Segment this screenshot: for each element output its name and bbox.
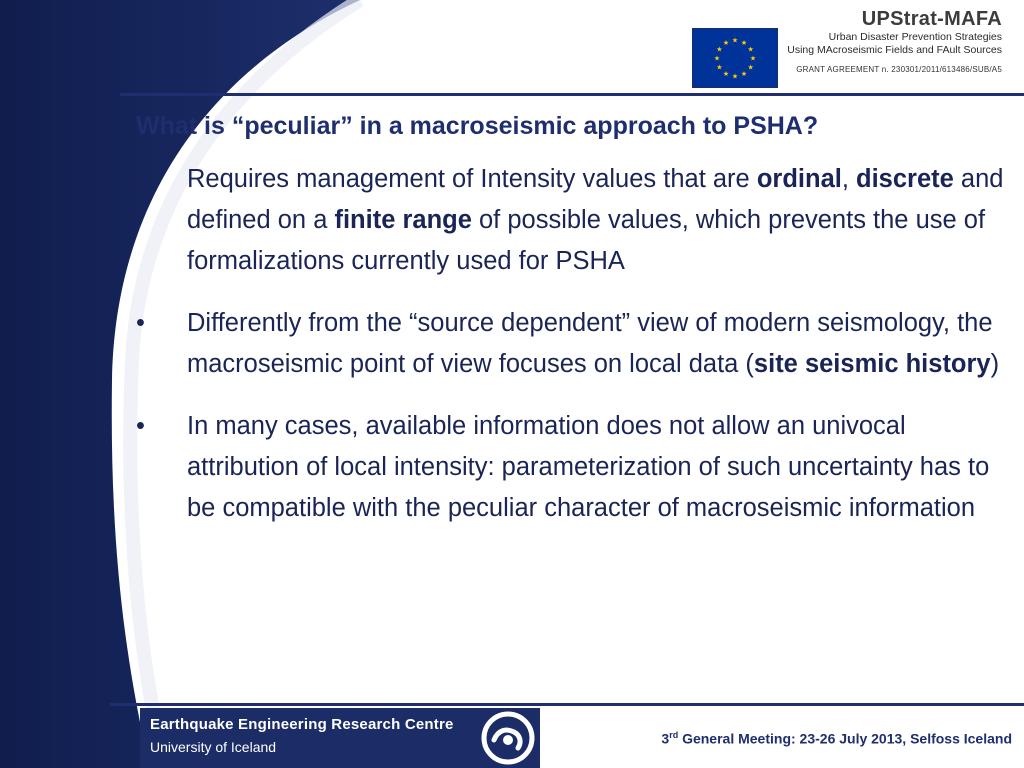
bullet-text: and defined on a — [187, 165, 1004, 234]
bullet-emphasis: site seismic history — [753, 350, 991, 378]
eu-star-icon: ★ — [731, 37, 739, 45]
eu-flag-icon — [692, 28, 778, 88]
footer-divider — [110, 703, 1024, 706]
brand-title: UPStrat-MAFA — [861, 8, 1002, 30]
brand-subtitle-1: Urban Disaster Prevention Strategies — [828, 31, 1002, 43]
eu-star-icon: ★ — [740, 39, 748, 47]
bullet-dot-icon: • — [136, 165, 145, 193]
project-logo — [690, 6, 1010, 90]
eu-star-icon: ★ — [731, 73, 739, 81]
bullet-dot-icon: • — [136, 309, 145, 337]
institution-name: Earthquake Engineering Research Centre — [150, 716, 454, 733]
bullet-text: , — [841, 165, 857, 193]
institution-banner — [140, 708, 540, 768]
university-name: University of Iceland — [150, 739, 277, 755]
meeting-details: General Meeting: 23-26 July 2013, Selfoss Iceland — [678, 730, 1012, 747]
eu-star-icon: ★ — [716, 46, 723, 54]
grant-agreement: GRANT AGREEMENT n. 230301/2011/613486/SUB/A5 — [796, 65, 1002, 74]
meeting-info — [661, 730, 1012, 747]
bullet-item — [136, 159, 1017, 282]
eu-star-icon: ★ — [740, 71, 748, 79]
bullet-text: In many cases, available information does not allow an univocal attribution of local intensity: parameterization of such uncertainty has to be compatible with the peculiar character of macroseismic information — [187, 412, 990, 522]
eu-star-icon: ★ — [713, 55, 721, 63]
eu-star-icon: ★ — [716, 64, 723, 72]
header-divider — [120, 93, 1024, 96]
bullet-item — [136, 406, 1017, 529]
eu-star-icon: ★ — [747, 46, 754, 54]
eu-star-icon: ★ — [749, 55, 757, 63]
bullet-item — [136, 303, 1017, 385]
eu-star-icon: ★ — [722, 71, 730, 79]
project-brand — [782, 8, 1010, 74]
brand-subtitle-2: Using MAcroseismic Fields and FAult Sources — [787, 44, 1002, 56]
bullet-text: Requires management of Intensity values that are — [187, 165, 757, 193]
slide-heading: What is “peculiar” in a macroseismic approach to PSHA? — [136, 112, 819, 140]
bullet-text: ) — [990, 350, 1000, 378]
slide-content — [136, 112, 1016, 550]
meeting-ordinal: rd — [669, 730, 679, 740]
eu-star-icon: ★ — [722, 39, 730, 47]
eu-star-icon: ★ — [747, 64, 754, 72]
bullet-emphasis: finite range — [334, 206, 472, 234]
university-logo-icon — [480, 710, 536, 766]
bullet-dot-icon: • — [136, 412, 145, 440]
bullet-text: of possible values, which prevents the use of formalizations currently used for PSHA — [187, 206, 986, 275]
bullet-text: Differently from the “source dependent” view of modern seismology, the macroseismic point of view focuses on local data ( — [187, 309, 993, 378]
meeting-number: 3 — [661, 730, 670, 747]
bullet-emphasis: ordinal — [756, 165, 842, 193]
bullet-emphasis: discrete — [856, 165, 954, 193]
